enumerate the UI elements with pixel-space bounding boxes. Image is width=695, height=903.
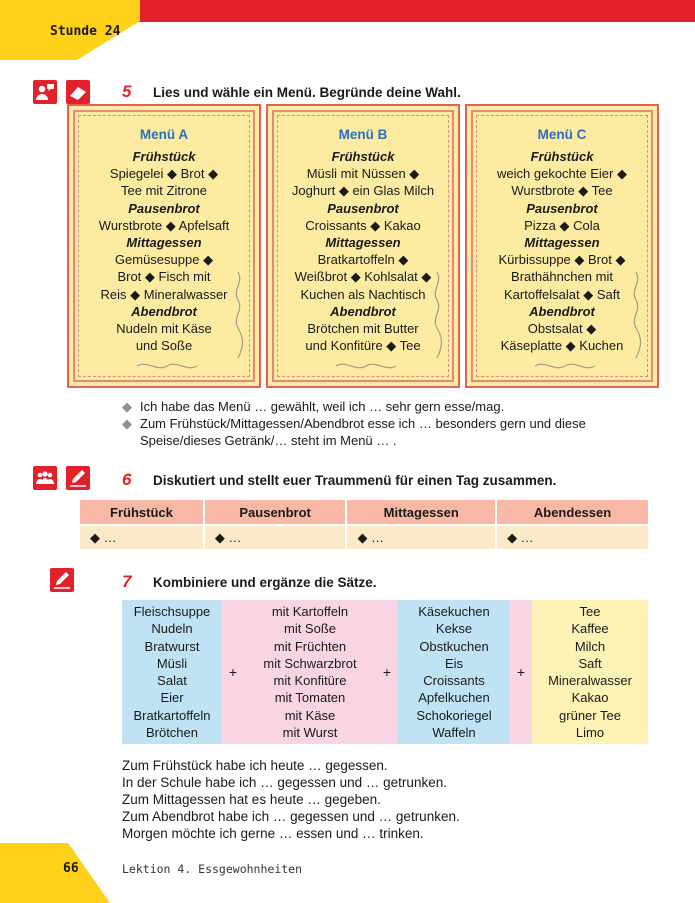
menu-title: Menü A	[139, 127, 189, 142]
footer-lesson-title: Lektion 4. Essgewohnheiten	[122, 862, 303, 876]
meal-heading: Mittagessen	[524, 235, 600, 251]
meal-heading: Mittagessen	[126, 235, 202, 251]
menu-line: Brathähnchen mit	[511, 269, 613, 285]
flourish-ornament	[533, 360, 597, 372]
flourish-ornament	[229, 270, 247, 360]
diamond-bullet-icon: ◆	[122, 416, 132, 431]
dessert-column: Käsekuchen Kekse Obstkuchen Eis Croissants Apfelkuchen Schokoriegel Waffeln	[398, 600, 510, 744]
food-column: Fleischsuppe Nudeln Bratwurst Müsli Salat Eier Bratkartoffeln Brötchen	[122, 600, 222, 744]
meal-heading: Pausenbrot	[327, 200, 399, 216]
flourish-ornament	[135, 360, 199, 372]
menu-title: Menü C	[537, 127, 587, 142]
menu-line: Reis ◆ Mineralwasser	[100, 286, 228, 302]
meal-heading: Frühstück	[331, 149, 395, 164]
table-header: Frühstück	[80, 500, 204, 525]
exercise-number: 6	[122, 470, 132, 489]
page-number: 66	[63, 861, 79, 876]
speaking-icon	[33, 80, 57, 104]
flourish-ornament	[627, 270, 645, 360]
menu-title: Menü B	[338, 127, 388, 142]
drink-column: Tee Kaffee Milch Saft Mineralwasser Kakao grüner Tee Limo	[532, 600, 648, 744]
menu-line: Joghurt ◆ ein Glas Milch	[291, 183, 435, 199]
flourish-ornament	[334, 360, 398, 372]
header-red-band	[122, 0, 695, 22]
table-cell: ◆ …	[346, 525, 496, 549]
meal-heading: Frühstück	[530, 149, 594, 164]
flourish-ornament	[428, 270, 446, 360]
menu-card-a	[73, 110, 255, 382]
writing-icon	[66, 466, 90, 490]
menu-line: Bratkartoffeln ◆	[317, 252, 409, 268]
writing-icon	[50, 568, 74, 592]
bullet-text: Ich habe das Menü … gewählt, weil ich … sehr gern esse/mag.	[140, 399, 505, 414]
bullet-item	[122, 398, 662, 415]
menu-line: Kuchen als Nachtisch	[300, 286, 426, 302]
menu-line: Wurstbrote ◆ Tee	[511, 183, 613, 199]
menu-line: Tee mit Zitrone	[121, 183, 207, 199]
bullet-text: Zum Frühstück/Mittagessen/Abendbrot esse ich … besonders gern und diese Speise/dieses Getränk/… steht im Menü … .	[140, 416, 586, 448]
meal-heading: Pausenbrot	[526, 200, 598, 216]
menu-line: Kartoffelsalat ◆ Saft	[504, 286, 620, 302]
menu-line: Kürbissuppe ◆ Brot ◆	[498, 252, 626, 268]
completion-sentences: Zum Frühstück habe ich heute … gegessen. In der Schule habe ich … gegessen und … getrunken. Zum Mittagessen hat es heute … gegeben. Zum Abendbrot habe ich … gegessen und … getrunken. Morgen möchte ich gerne … essen und … trinken.	[122, 758, 460, 841]
lesson-topic: Was isst du heute?	[132, 24, 273, 39]
table-cell: ◆ …	[204, 525, 347, 549]
diamond-bullet-icon: ◆	[122, 399, 132, 414]
menu-line: weich gekochte Eier ◆	[497, 166, 627, 182]
menu-line: Brötchen mit Butter	[307, 321, 419, 337]
table-cell: ◆ …	[80, 525, 204, 549]
meal-heading: Abendbrot	[131, 303, 197, 319]
meal-heading: Abendbrot	[529, 303, 595, 319]
plus-sign: +	[222, 600, 244, 744]
menu-card-b	[272, 110, 454, 382]
menu-line: Käseplatte ◆ Kuchen	[500, 338, 624, 354]
lesson-label: Stunde 24	[50, 24, 121, 39]
menu-line: Nudeln mit Käse	[116, 321, 212, 337]
bullet-item	[122, 415, 662, 449]
meal-heading: Frühstück	[132, 149, 196, 164]
menu-line: Pizza ◆ Cola	[524, 217, 600, 233]
exercise-number: 7	[122, 572, 132, 591]
menu-line: Wurstbrote ◆ Apfelsaft	[98, 217, 230, 233]
table-header: Abendessen	[496, 500, 648, 525]
meal-heading: Pausenbrot	[128, 200, 200, 216]
footer-yellow-tab	[0, 843, 110, 903]
menu-line: Gemüsesuppe ◆	[114, 252, 214, 268]
menu-line: Spiegelei ◆ Brot ◆	[109, 166, 219, 182]
plus-sign: +	[510, 600, 532, 744]
meal-heading: Abendbrot	[330, 303, 396, 319]
plus-sign: +	[376, 600, 398, 744]
menu-line: Obstsalat ◆	[527, 321, 597, 337]
sentence-starters	[122, 398, 662, 449]
exercise-number: 5	[122, 82, 132, 101]
menu-line: Brot ◆ Fisch mit	[117, 269, 211, 285]
menu-line: Müsli mit Nüssen ◆	[306, 166, 420, 182]
menu-card-c	[471, 110, 653, 382]
table-header: Pausenbrot	[204, 500, 347, 525]
table-header: Mittagessen	[346, 500, 496, 525]
reading-icon	[66, 80, 90, 104]
exercise-title: Kombiniere und ergänze die Sätze.	[153, 575, 377, 590]
menu-line: und Konfitüre ◆ Tee	[305, 338, 421, 354]
side-column: mit Kartoffeln mit Soße mit Früchten mit Schwarzbrot mit Konfitüre mit Tomaten mit Käse mit Wurst	[244, 600, 376, 744]
table-cell: ◆ …	[496, 525, 648, 549]
exercise-title: Diskutiert und stellt euer Traummenü für einen Tag zusammen.	[153, 473, 557, 488]
dream-menu-table	[80, 500, 648, 549]
menu-line: und Soße	[135, 338, 193, 354]
exercise-title: Lies und wähle ein Menü. Begründe deine Wahl.	[153, 85, 461, 100]
menu-line: Weißbrot ◆ Kohlsalat ◆	[294, 269, 432, 285]
group-work-icon	[33, 466, 57, 490]
menu-line: Croissants ◆ Kakao	[305, 217, 421, 233]
meal-heading: Mittagessen	[325, 235, 401, 251]
